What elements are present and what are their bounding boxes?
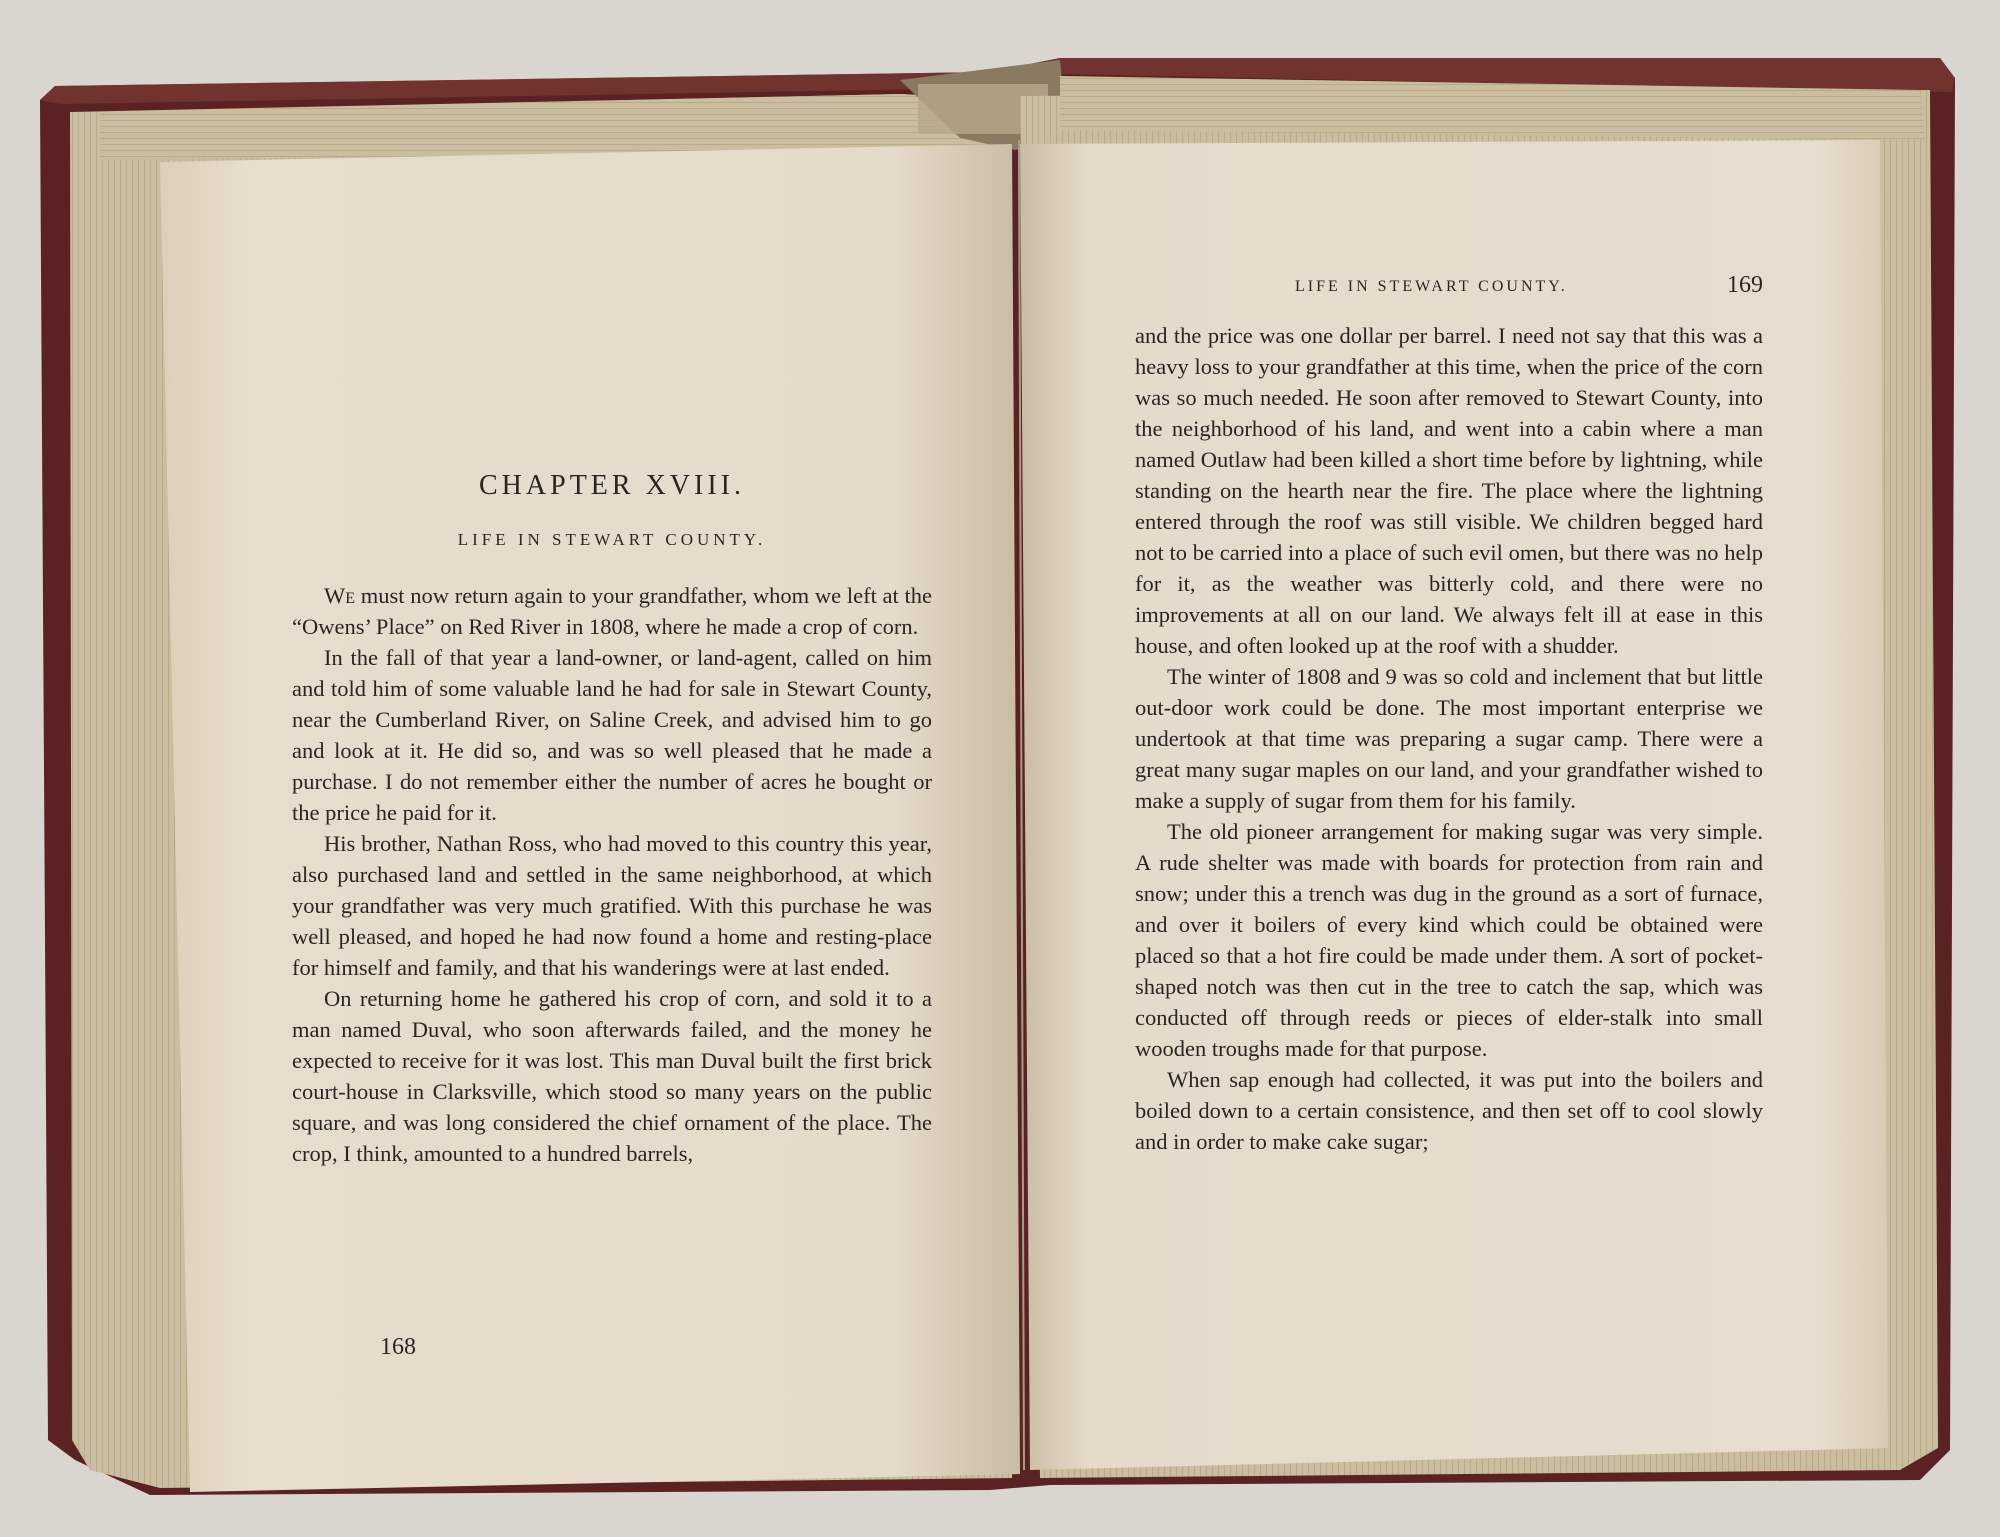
drop-word: We [324,583,356,608]
paragraph: When sap enough had collected, it was put into the boilers and boiled down to a certain consistence, and then set off to cool slowly and in order to make cake sugar; [1135,1067,1763,1154]
chapter-title: CHAPTER XVIII. [479,470,745,501]
paragraph: and the price was one dollar per barrel. I need not say that this was a heavy loss to your grandfather at this time, when the price of the corn was so much needed. He soon after removed to Stewart County, into the neighborhood of his land, and went into a cabin where a man named Outlaw had been killed a short time before by lightning, while standing on the hearth near the fire. The place where the lightning entered through the roof was still visible. We children begged hard not to be carried into a place of such evil omen, but there was no help for it, as the weather was bitterly cold, and there were no improvements at all on our land. We always felt ill at ease in this house, and often looked up at the roof with a shudder. [1135,323,1763,658]
paragraph: In the fall of that year a land-owner, or land-agent, called on him and told him of some valuable land he had for sale in Stewart County, near the Cumberland River, on Saline Creek, and advised him to go and look at it. He did so, and was so well pleased that he made a purchase. I do not remember either the number of acres he bought or the price he paid for it. [292,645,932,825]
paragraph: On returning home he gathered his crop of corn, and sold it to a man named Duval, who soon afterwards failed, and the money he expected to receive for it was lost. This man Duval built the first brick court-house in Clarksville, which stood so many years on the public square, and was long considered the chief ornament of the place. The crop, I think, amounted to a hundred barrels, [292,986,932,1166]
right-page-text [1135,320,1763,1157]
paragraph: The winter of 1808 and 9 was so cold and inclement that but little out-door work could be done. The most important enterprise we undertook at that time was preparing a sugar camp. There were a great many sugar maples on our land, and your grandfather wished to make a supply of sugar from them for his family. [1135,664,1763,813]
running-title: LIFE IN STEWART COUNTY. [1295,278,1568,295]
left-page-text [292,470,932,1169]
chapter-subtitle: LIFE IN STEWART COUNTY. [457,530,767,549]
page-number-right: 169 [1727,272,1763,298]
paragraph: The old pioneer arrangement for making sugar was very simple. A rude shelter was made with boards for protection from rain and snow; under this a trench was dug in the ground as a sort of furnace, and over it boilers of every kind which could be obtained were placed so that a hot fire could be made under them. A sort of pocket-shaped notch was then cut in the tree to catch the sap, which was conducted off through reeds or pieces of elder-stalk into small wooden troughs made for that purpose. [1135,819,1763,1061]
paragraph: We must now return again to your grandfather, whom we left at the “Owens’ Place” on Red River in 1808, where he made a crop of corn. [292,583,933,639]
paragraph: His brother, Nathan Ross, who had moved to this country this year, also purchased land and settled in the same neighborhood, at which your grandfather was very much gratified. With this purchase he was well pleased, and hoped he had now found a home and resting-place for himself and family, and that his wanderings were at last ended. [292,831,932,980]
page-number-left: 168 [380,1334,416,1360]
